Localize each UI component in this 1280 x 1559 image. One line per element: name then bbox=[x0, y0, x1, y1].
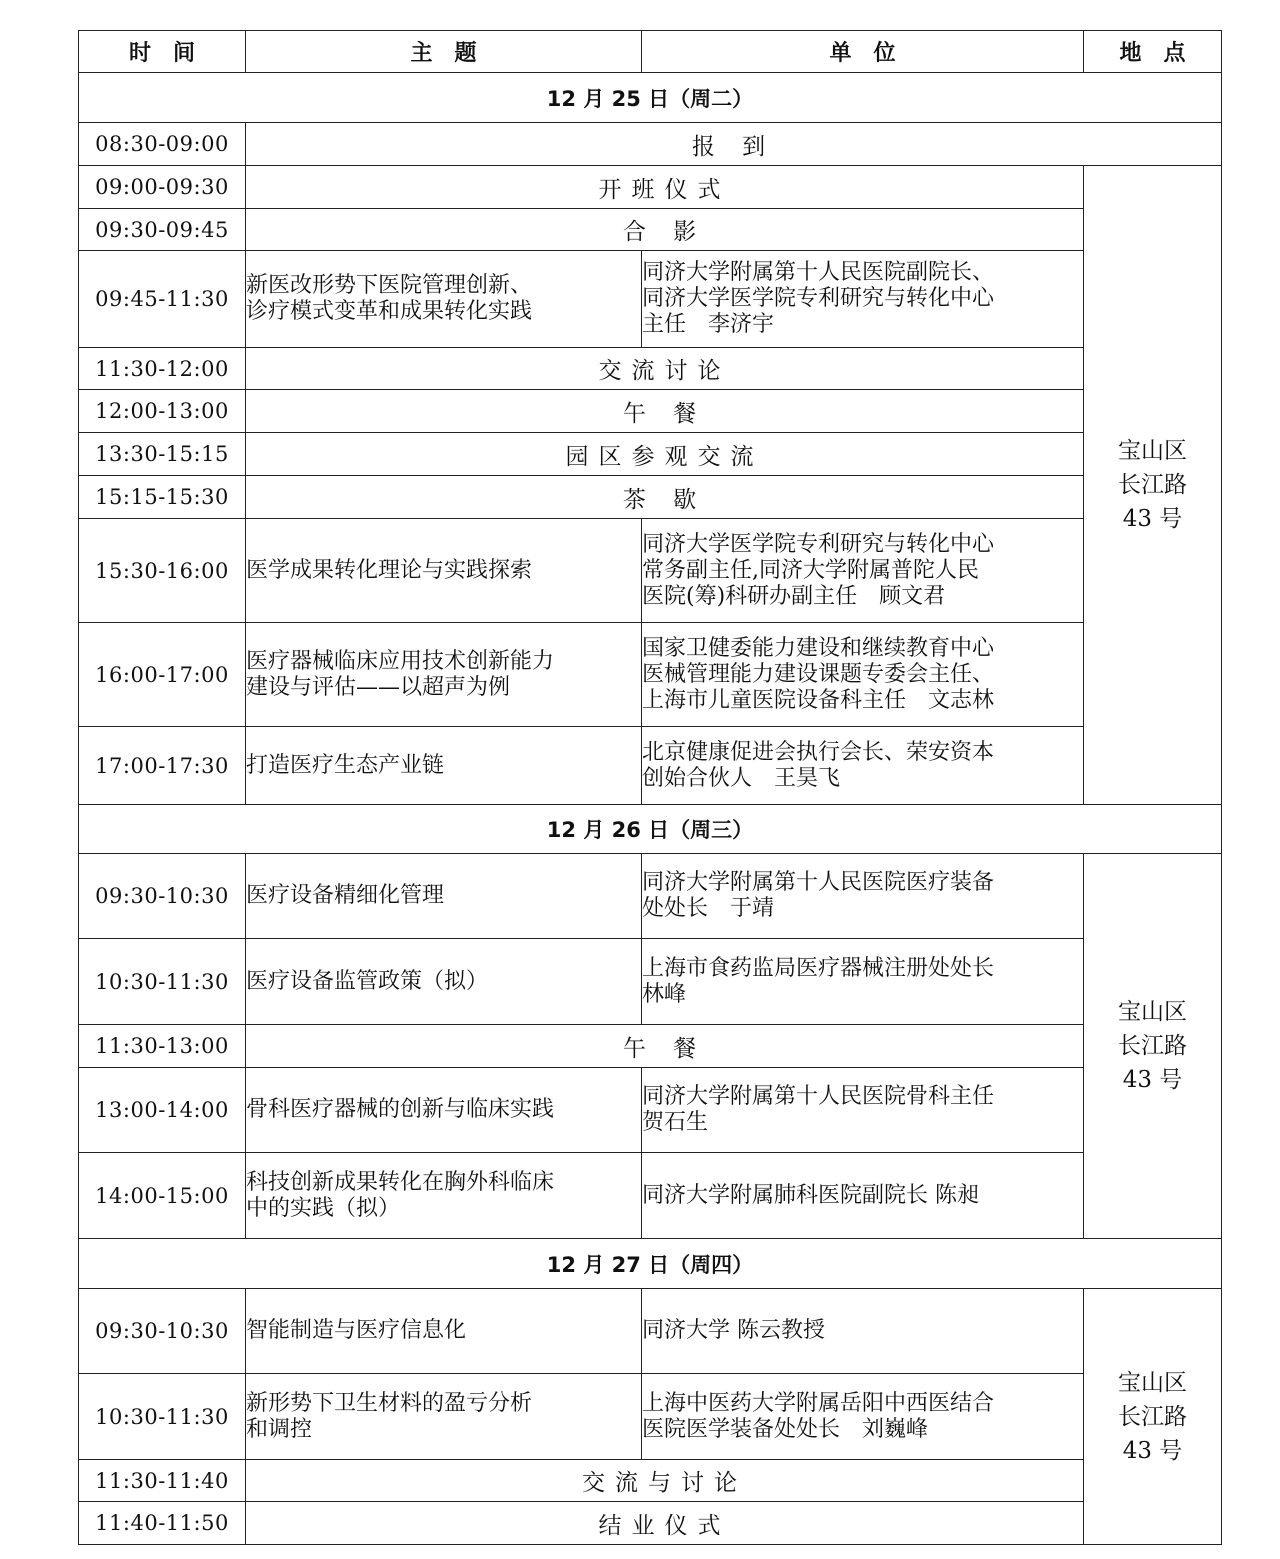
time-cell: 10:30-11:30 bbox=[79, 939, 246, 1025]
unit-cell bbox=[642, 623, 1084, 727]
table-row bbox=[79, 166, 1222, 209]
text-line: 43 号 bbox=[1122, 1067, 1183, 1093]
text-line: 骨科医疗器械的创新与临床实践 bbox=[246, 1097, 555, 1122]
location-cell bbox=[1084, 1289, 1222, 1545]
time-cell: 11:30-11:40 bbox=[79, 1460, 246, 1502]
event-cell: 交流讨论 bbox=[246, 348, 1084, 390]
time-cell: 15:30-16:00 bbox=[79, 519, 246, 623]
text-line: 贺石生 bbox=[642, 1110, 709, 1135]
text-line: 科技创新成果转化在胸外科临床 bbox=[246, 1169, 555, 1195]
text-line: 和调控 bbox=[246, 1416, 313, 1442]
text-line: 新医改形势下医院管理创新、 bbox=[246, 273, 533, 298]
table-row bbox=[79, 1502, 1222, 1545]
unit-cell bbox=[642, 1153, 1084, 1239]
text-line: 同济大学附属肺科医院副院长 陈昶 bbox=[642, 1182, 979, 1208]
text-line: 医院医学装备处处长 刘巍峰 bbox=[642, 1416, 929, 1442]
text-line: 医疗设备监管政策（拟） bbox=[246, 968, 489, 994]
time-cell: 14:00-15:00 bbox=[79, 1153, 246, 1239]
topic-cell bbox=[246, 519, 642, 623]
text-line: 诊疗模式变革和成果转化实践 bbox=[246, 299, 533, 324]
table-row bbox=[79, 854, 1222, 939]
unit-cell bbox=[642, 1068, 1084, 1153]
time-cell: 09:00-09:30 bbox=[79, 166, 246, 209]
time-cell: 09:45-11:30 bbox=[79, 251, 246, 348]
date-row bbox=[79, 805, 1222, 854]
header-unit: 单位 bbox=[642, 31, 1084, 73]
topic-cell bbox=[246, 1068, 642, 1153]
text-line: 长江路 bbox=[1118, 1033, 1187, 1059]
event-cell: 交流与讨论 bbox=[246, 1460, 1084, 1502]
text-line: 43 号 bbox=[1122, 506, 1183, 532]
unit-cell bbox=[642, 519, 1084, 623]
text-line: 打造医疗生态产业链 bbox=[246, 752, 445, 778]
text-line: 长江路 bbox=[1118, 1403, 1187, 1430]
text-line: 43 号 bbox=[1122, 1437, 1183, 1464]
time-cell: 11:40-11:50 bbox=[79, 1502, 246, 1545]
text-line: 创始合伙人 王昊飞 bbox=[642, 765, 841, 791]
date-row bbox=[79, 1239, 1222, 1289]
text-line: 同济大学 陈云教授 bbox=[642, 1318, 825, 1343]
event-cell: 茶 歇 bbox=[246, 476, 1084, 519]
event-cell: 园区参观交流 bbox=[246, 433, 1084, 476]
topic-cell bbox=[246, 1153, 642, 1239]
table-row bbox=[79, 939, 1222, 1025]
text-line: 医疗器械临床应用技术创新能力 bbox=[246, 648, 555, 674]
time-cell: 17:00-17:30 bbox=[79, 727, 246, 805]
topic-cell bbox=[246, 727, 642, 805]
text-line: 宝山区 bbox=[1118, 438, 1187, 464]
topic-cell bbox=[246, 251, 642, 348]
table-row bbox=[79, 727, 1222, 805]
table-row bbox=[79, 1025, 1222, 1068]
text-line: 主任 李济宇 bbox=[642, 312, 775, 337]
event-cell: 合 影 bbox=[246, 209, 1084, 251]
table-row bbox=[79, 1374, 1222, 1460]
table-row bbox=[79, 251, 1222, 348]
topic-cell bbox=[246, 854, 642, 939]
text-line: 新形势下卫生材料的盈亏分析 bbox=[246, 1390, 533, 1416]
topic-cell bbox=[246, 939, 642, 1025]
text-line: 宝山区 bbox=[1118, 999, 1187, 1025]
text-line: 同济大学附属第十人民医院副院长、 bbox=[642, 260, 995, 285]
text-line: 上海中医药大学附属岳阳中西医结合 bbox=[642, 1390, 995, 1416]
table-row bbox=[79, 433, 1222, 476]
text-line: 长江路 bbox=[1118, 472, 1187, 498]
time-cell: 13:30-15:15 bbox=[79, 433, 246, 476]
table-row bbox=[79, 1289, 1222, 1374]
time-cell: 12:00-13:00 bbox=[79, 390, 246, 433]
unit-cell bbox=[642, 727, 1084, 805]
location-cell bbox=[1084, 166, 1222, 805]
table-row bbox=[79, 1068, 1222, 1153]
time-cell: 13:00-14:00 bbox=[79, 1068, 246, 1153]
header-row bbox=[79, 31, 1222, 73]
location-cell bbox=[1084, 854, 1222, 1239]
day-date: 12 月 26 日（周三） bbox=[79, 805, 1222, 854]
time-cell: 15:15-15:30 bbox=[79, 476, 246, 519]
text-line: 常务副主任,同济大学附属普陀人民 bbox=[642, 557, 979, 583]
text-line: 智能制造与医疗信息化 bbox=[246, 1318, 467, 1343]
event-cell: 报 到 bbox=[246, 123, 1222, 166]
text-line: 同济大学医学院专利研究与转化中心 bbox=[642, 531, 995, 557]
topic-cell bbox=[246, 1374, 642, 1460]
header-topic: 主题 bbox=[246, 31, 642, 73]
text-line: 同济大学附属第十人民医院医疗装备 bbox=[642, 870, 995, 895]
time-cell: 09:30-09:45 bbox=[79, 209, 246, 251]
text-line: 处处长 于靖 bbox=[642, 896, 775, 921]
table-row bbox=[79, 623, 1222, 727]
text-line: 上海市食药监局医疗器械注册处处长 bbox=[642, 955, 995, 981]
text-line: 林峰 bbox=[642, 981, 687, 1007]
table-row bbox=[79, 476, 1222, 519]
unit-cell bbox=[642, 854, 1084, 939]
unit-cell bbox=[642, 939, 1084, 1025]
time-cell: 16:00-17:00 bbox=[79, 623, 246, 727]
day-date: 12 月 27 日（周四） bbox=[79, 1239, 1222, 1289]
unit-cell bbox=[642, 1289, 1084, 1374]
text-line: 建设与评估——以超声为例 bbox=[246, 674, 511, 700]
header-location: 地点 bbox=[1084, 31, 1222, 73]
text-line: 医学成果转化理论与实践探索 bbox=[246, 557, 533, 583]
table-row bbox=[79, 348, 1222, 390]
text-line: 中的实践（拟） bbox=[246, 1195, 401, 1221]
time-cell: 11:30-12:00 bbox=[79, 348, 246, 390]
topic-cell bbox=[246, 623, 642, 727]
unit-cell bbox=[642, 1374, 1084, 1460]
time-cell: 09:30-10:30 bbox=[79, 1289, 246, 1374]
table-row bbox=[79, 1153, 1222, 1239]
event-cell: 结业仪式 bbox=[246, 1502, 1084, 1545]
time-cell: 10:30-11:30 bbox=[79, 1374, 246, 1460]
text-line: 宝山区 bbox=[1118, 1369, 1187, 1396]
time-cell: 09:30-10:30 bbox=[79, 854, 246, 939]
event-cell: 开班仪式 bbox=[246, 166, 1084, 209]
text-line: 国家卫健委能力建设和继续教育中心 bbox=[642, 635, 995, 661]
text-line: 同济大学附属第十人民医院骨科主任 bbox=[642, 1084, 995, 1109]
time-cell: 08:30-09:00 bbox=[79, 123, 246, 166]
table-row bbox=[79, 123, 1222, 166]
table-row bbox=[79, 390, 1222, 433]
time-cell: 11:30-13:00 bbox=[79, 1025, 246, 1068]
schedule-table bbox=[78, 30, 1222, 1545]
date-row bbox=[79, 73, 1222, 123]
table-row bbox=[79, 519, 1222, 623]
text-line: 医械管理能力建设课题专委会主任、 bbox=[642, 661, 995, 687]
event-cell: 午 餐 bbox=[246, 1025, 1084, 1068]
day-date: 12 月 25 日（周二） bbox=[79, 73, 1222, 123]
table-row bbox=[79, 1460, 1222, 1502]
unit-cell bbox=[642, 251, 1084, 348]
text-line: 医疗设备精细化管理 bbox=[246, 883, 445, 908]
text-line: 同济大学医学院专利研究与转化中心 bbox=[642, 286, 995, 311]
topic-cell bbox=[246, 1289, 642, 1374]
table-row bbox=[79, 209, 1222, 251]
header-time: 时间 bbox=[79, 31, 246, 73]
text-line: 上海市儿童医院设备科主任 文志林 bbox=[642, 687, 995, 713]
event-cell: 午 餐 bbox=[246, 390, 1084, 433]
schedule-body bbox=[79, 73, 1222, 1545]
text-line: 北京健康促进会执行会长、荣安资本 bbox=[642, 739, 995, 765]
text-line: 医院(筹)科研办副主任 顾文君 bbox=[642, 583, 946, 609]
